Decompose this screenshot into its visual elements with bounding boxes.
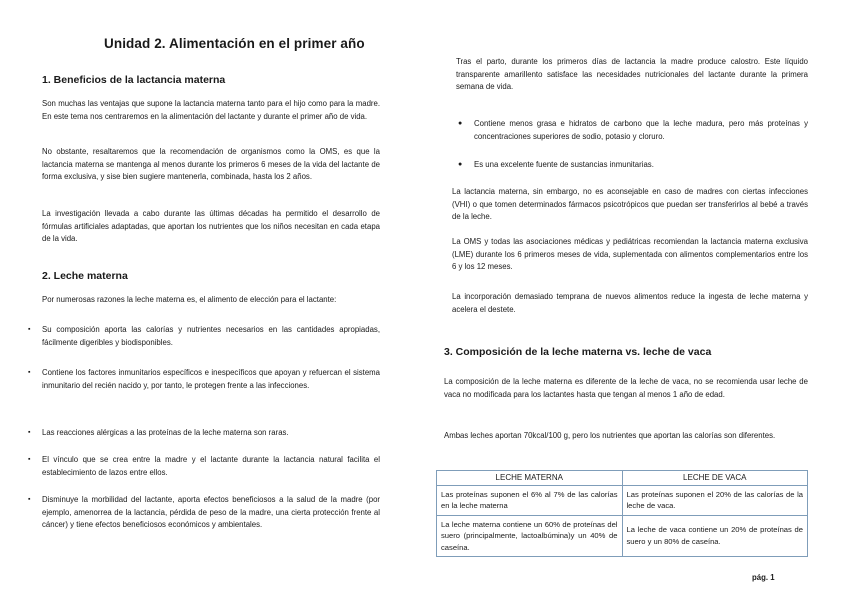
- section-1-paragraph-3: La investigación llevada a cabo durante las últimas décadas ha permitido el desarrollo de fórmulas artificiales adaptadas, que aportan los nutrientes que los niños necesitan en cada etapa de la vida.: [42, 209, 380, 244]
- table-cell: La leche materna contiene un 60% de proteínas del suero (principalmente, lactoalbúmina)y un 40% de caseína.: [437, 515, 623, 557]
- list-item: [458, 118, 808, 143]
- section-1-heading: 1. Beneficios de la lactancia materna: [42, 74, 226, 86]
- weaning-paragraph: La incorporación demasiado temprana de nuevos alimentos reduce la ingesta de leche materna y acelera el destete.: [452, 292, 808, 314]
- list-item-text: Contiene menos grasa e hidratos de carbono que la leche madura, pero más proteínas y concentraciones superiores de sodio, potasio y cloruro.: [474, 119, 808, 141]
- list-item: [28, 454, 380, 479]
- list-item: [28, 367, 380, 392]
- list-item-text: Contiene los factores inmunitarios específicos e inespecíficos que apoyan y refuercan el sistema inmunitario del recién nacido y, por tanto, le protegen frente a las infecciones.: [42, 368, 380, 390]
- bullet-icon: ▪: [28, 369, 31, 376]
- section-3-paragraph-1: La composición de la leche materna es diferente de la leche de vaca, no se recomienda usar leche de vaca no modificada para los lactantes hasta que tengan al menos 1 año de edad.: [444, 377, 808, 399]
- list-item-text: El vínculo que se crea entre la madre y el lactante durante la lactancia natural facilita el establecimiento de lazos entre ellos.: [42, 455, 380, 477]
- list-item-text: Su composición aporta las calorías y nutrientes necesarios en las cantidades apropiadas, fácilmente digeribles y biodisponibles.: [42, 325, 380, 347]
- oms-paragraph: La OMS y todas las asociaciones médicas y pediátricas recomiendan la lactancia materna exclusiva (LME) durante los 6 primeros meses de vida, suplementada con alimentos complementarios entre los 6 y los 12 meses.: [452, 237, 808, 272]
- bullet-icon: ▪: [28, 496, 31, 503]
- bullet-icon: ▪: [28, 456, 31, 463]
- table-row: [437, 485, 808, 515]
- page-number: pág. 1: [752, 573, 775, 582]
- list-item: [28, 324, 380, 349]
- table-header-cell: LECHE MATERNA: [437, 471, 623, 486]
- bullet-icon: ▪: [28, 429, 31, 436]
- list-item-text: Disminuye la morbilidad del lactante, aporta efectos beneficiosos a la salud de la madre (por ejemplo, amenorrea de la lactancia, pérdida de peso de la madre, una cierta protección frente al cáncer) y tiene efectos beneficiosos económicos y ambientales.: [42, 495, 380, 530]
- page-title: Unidad 2. Alimentación en el primer año: [104, 36, 365, 51]
- milk-comparison-table: [436, 470, 808, 557]
- table-cell: La leche de vaca contiene un 20% de proteínas de suero y un 80% de caseína.: [622, 515, 808, 557]
- list-item: [28, 494, 380, 532]
- section-1-paragraph-1: Son muchas las ventajas que supone la lactancia materna tanto para el hijo como para la madre. En este tema nos centraremos en la alimentación del lactante y durante el primer año de vida.: [42, 99, 380, 121]
- table-header-cell: LECHE DE VACA: [622, 471, 808, 486]
- list-item: [458, 159, 808, 172]
- table-row: [437, 515, 808, 557]
- bullet-dot-icon: ●: [458, 161, 463, 168]
- table-cell: Las proteínas suponen el 20% de las calorías de la leche de vaca.: [622, 485, 808, 515]
- section-1-paragraph-2: No obstante, resaltaremos que la recomendación de organismos como la OMS, es que la lactancia materna se mantenga al menos durante los primeros 6 meses de la vida del lactante de forma exclusiva, y sise bien sugiere mantenerla, combinada, hasta los 2 años.: [42, 147, 380, 182]
- bullet-dot-icon: ●: [458, 120, 463, 127]
- section-2-heading: 2. Leche materna: [42, 270, 128, 282]
- table-cell: Las proteínas suponen el 6% al 7% de las calorías en la leche materna: [437, 485, 623, 515]
- bullet-icon: ▪: [28, 326, 31, 333]
- section-2-intro: Por numerosas razones la leche materna es, el alimento de elección para el lactante:: [42, 295, 337, 304]
- list-item-text: Es una excelente fuente de sustancias inmunitarias.: [474, 160, 654, 169]
- colostrum-paragraph: Tras el parto, durante los primeros días de lactancia la madre produce calostro. Este líquido transparente amarillento satisface las necesidades nutricionales del lactante durante la primera semana de vida.: [456, 57, 808, 92]
- contraindications-paragraph: La lactancia materna, sin embargo, no es aconsejable en caso de madres con ciertas infecciones (VHI) o que tomen determinados fármacos psicotrópicos que puedan ser transferirlos al bebé a través de la leche.: [452, 187, 808, 222]
- list-item: [28, 427, 380, 440]
- list-item-text: Las reacciones alérgicas a las proteínas de la leche materna son raras.: [42, 428, 289, 437]
- section-3-paragraph-2: Ambas leches aportan 70kcal/100 g, pero los nutrientes que aportan las calorías son diferentes.: [444, 431, 776, 440]
- section-3-heading: 3. Composición de la leche materna vs. leche de vaca: [444, 346, 712, 358]
- table-header-row: [437, 471, 808, 486]
